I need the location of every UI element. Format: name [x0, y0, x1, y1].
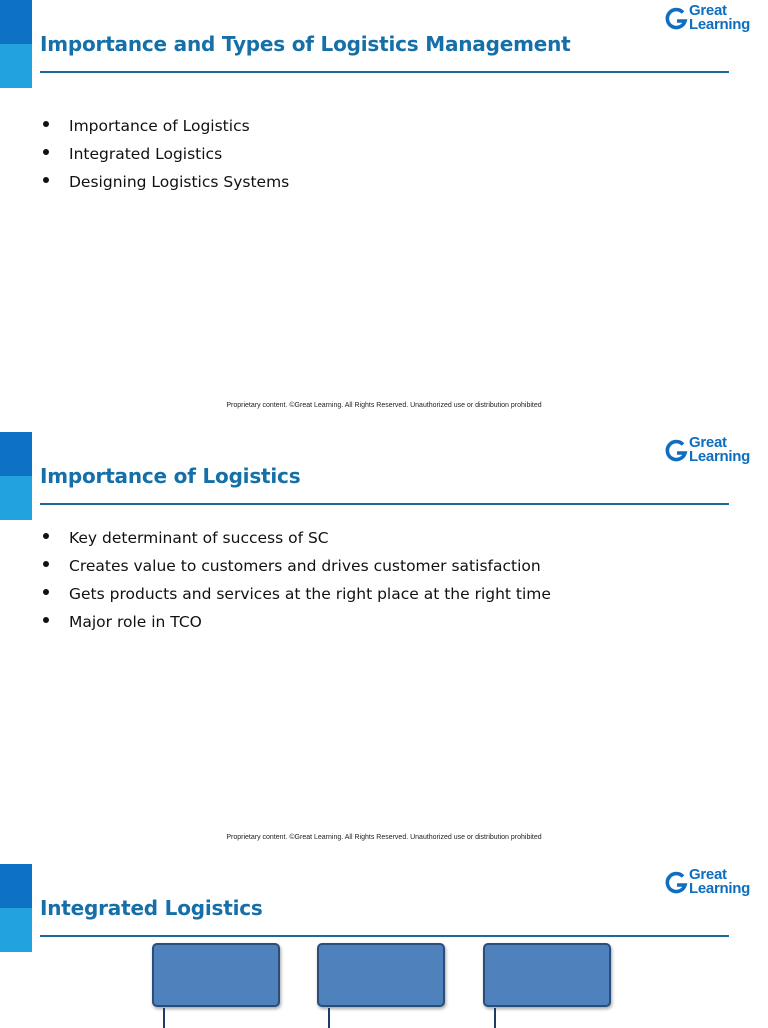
logo-wordmark — [689, 4, 750, 32]
bullet-dot-icon — [43, 121, 49, 127]
slide-title: Importance and Types of Logistics Management — [40, 32, 571, 56]
g-logo-icon — [664, 6, 688, 32]
bullet-text: Key determinant of success of SC — [69, 529, 329, 547]
accent-bar-bottom — [0, 44, 32, 88]
copyright-footer: Proprietary content. ©Great Learning. All Rights Reserved. Unauthorized use or distribution prohibited — [226, 402, 542, 409]
flow-box-3 — [483, 943, 611, 1007]
slide-title: Importance of Logistics — [40, 464, 301, 488]
logo-line-2: Learning — [689, 16, 750, 33]
logo-line-1: Great — [689, 2, 727, 19]
bullet-dot-icon — [43, 533, 49, 539]
title-divider — [40, 935, 729, 937]
logo-line-2: Learning — [689, 448, 750, 465]
accent-bar-top — [0, 864, 32, 908]
slide-3 — [0, 864, 768, 1024]
accent-bar-bottom — [0, 476, 32, 520]
slide-title: Integrated Logistics — [40, 896, 263, 920]
copyright-footer: Proprietary content. ©Great Learning. All Rights Reserved. Unauthorized use or distribution prohibited — [226, 834, 542, 841]
great-learning-logo — [664, 868, 760, 900]
bullet-text: Importance of Logistics — [69, 117, 250, 135]
g-logo-icon — [664, 870, 688, 896]
logo-line-1: Great — [689, 866, 727, 883]
great-learning-logo — [664, 4, 760, 36]
bullet-dot-icon — [43, 561, 49, 567]
bullet-dot-icon — [43, 177, 49, 183]
bullet-text: Integrated Logistics — [69, 145, 223, 163]
bullet-text: Major role in TCO — [69, 613, 202, 631]
flow-box-2 — [317, 943, 445, 1007]
accent-bar — [0, 432, 32, 520]
bullet-dot-icon — [43, 149, 49, 155]
slide-2 — [0, 432, 768, 864]
logo-wordmark — [689, 436, 750, 464]
bullet-text: Gets products and services at the right place at the right time — [69, 585, 551, 603]
bullet-text: Creates value to customers and drives customer satisfaction — [69, 557, 541, 575]
great-learning-logo — [664, 436, 760, 468]
bullet-dot-icon — [43, 589, 49, 595]
accent-bar — [0, 0, 32, 88]
flow-connector-2 — [328, 1008, 330, 1028]
flow-connector-3 — [494, 1008, 496, 1028]
flow-connector-1 — [163, 1008, 165, 1028]
g-logo-icon — [664, 438, 688, 464]
logo-wordmark — [689, 868, 750, 896]
logo-line-1: Great — [689, 434, 727, 451]
bullet-dot-icon — [43, 617, 49, 623]
accent-bar-top — [0, 0, 32, 44]
accent-bar — [0, 864, 32, 952]
bullet-text: Designing Logistics Systems — [69, 173, 290, 191]
slide-1 — [0, 0, 768, 432]
title-divider — [40, 503, 729, 505]
accent-bar-bottom — [0, 908, 32, 952]
logo-line-2: Learning — [689, 880, 750, 897]
accent-bar-top — [0, 432, 32, 476]
title-divider — [40, 71, 729, 73]
flow-box-1 — [152, 943, 280, 1007]
